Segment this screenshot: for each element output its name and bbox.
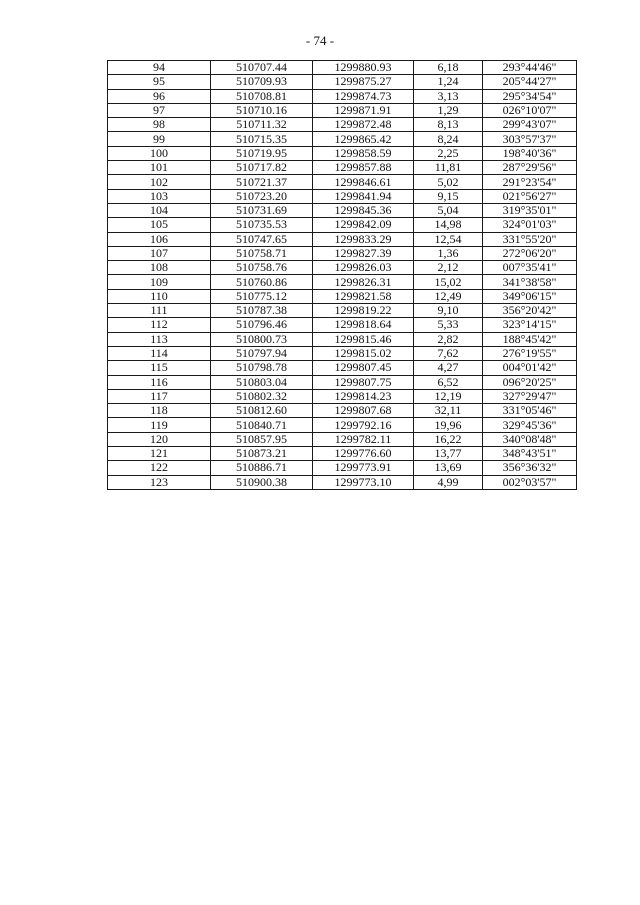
direction-angle-cell: 356°20'42" xyxy=(483,304,577,318)
distance-cell: 15,02 xyxy=(414,275,483,289)
point-number-cell: 118 xyxy=(108,404,211,418)
table-row xyxy=(108,218,577,232)
point-number-cell: 101 xyxy=(108,161,211,175)
distance-cell: 4,99 xyxy=(414,475,483,489)
y-coordinate-cell: 1299792.16 xyxy=(313,418,414,432)
distance-cell: 1,24 xyxy=(414,75,483,89)
x-coordinate-cell: 510797.94 xyxy=(211,346,313,360)
direction-angle-cell: 299°43'07" xyxy=(483,118,577,132)
direction-angle-cell: 205°44'27" xyxy=(483,75,577,89)
table-row xyxy=(108,89,577,103)
distance-cell: 5,04 xyxy=(414,203,483,217)
coordinates-table-body xyxy=(108,61,577,490)
distance-cell: 6,52 xyxy=(414,375,483,389)
point-number-cell: 112 xyxy=(108,318,211,332)
direction-angle-cell: 319°35'01" xyxy=(483,203,577,217)
y-coordinate-cell: 1299841.94 xyxy=(313,189,414,203)
table-row xyxy=(108,146,577,160)
y-coordinate-cell: 1299815.46 xyxy=(313,332,414,346)
distance-cell: 11,81 xyxy=(414,161,483,175)
direction-angle-cell: 295°34'54" xyxy=(483,89,577,103)
x-coordinate-cell: 510787.38 xyxy=(211,304,313,318)
table-row xyxy=(108,461,577,475)
table-row xyxy=(108,418,577,432)
point-number-cell: 94 xyxy=(108,61,211,75)
direction-angle-cell: 340°08'48" xyxy=(483,432,577,446)
x-coordinate-cell: 510710.16 xyxy=(211,103,313,117)
point-number-cell: 96 xyxy=(108,89,211,103)
direction-angle-cell: 349°06'15" xyxy=(483,289,577,303)
point-number-cell: 114 xyxy=(108,346,211,360)
direction-angle-cell: 096°20'25" xyxy=(483,375,577,389)
distance-cell: 5,02 xyxy=(414,175,483,189)
point-number-cell: 100 xyxy=(108,146,211,160)
table-row xyxy=(108,232,577,246)
y-coordinate-cell: 1299880.93 xyxy=(313,61,414,75)
distance-cell: 4,27 xyxy=(414,361,483,375)
point-number-cell: 107 xyxy=(108,246,211,260)
point-number-cell: 104 xyxy=(108,203,211,217)
y-coordinate-cell: 1299773.10 xyxy=(313,475,414,489)
table-row xyxy=(108,447,577,461)
direction-angle-cell: 324°01'03" xyxy=(483,218,577,232)
table-row xyxy=(108,103,577,117)
y-coordinate-cell: 1299826.03 xyxy=(313,261,414,275)
y-coordinate-cell: 1299842.09 xyxy=(313,218,414,232)
point-number-cell: 123 xyxy=(108,475,211,489)
x-coordinate-cell: 510735.53 xyxy=(211,218,313,232)
point-number-cell: 102 xyxy=(108,175,211,189)
table-row xyxy=(108,189,577,203)
point-number-cell: 111 xyxy=(108,304,211,318)
y-coordinate-cell: 1299845.36 xyxy=(313,203,414,217)
y-coordinate-cell: 1299818.64 xyxy=(313,318,414,332)
point-number-cell: 121 xyxy=(108,447,211,461)
table-row xyxy=(108,361,577,375)
y-coordinate-cell: 1299875.27 xyxy=(313,75,414,89)
direction-angle-cell: 329°45'36" xyxy=(483,418,577,432)
direction-angle-cell: 303°57'37" xyxy=(483,132,577,146)
x-coordinate-cell: 510708.81 xyxy=(211,89,313,103)
table-row xyxy=(108,175,577,189)
direction-angle-cell: 007°35'41" xyxy=(483,261,577,275)
x-coordinate-cell: 510800.73 xyxy=(211,332,313,346)
table-row xyxy=(108,318,577,332)
table-row xyxy=(108,375,577,389)
y-coordinate-cell: 1299874.73 xyxy=(313,89,414,103)
x-coordinate-cell: 510900.38 xyxy=(211,475,313,489)
table-row xyxy=(108,346,577,360)
point-number-cell: 99 xyxy=(108,132,211,146)
x-coordinate-cell: 510719.95 xyxy=(211,146,313,160)
x-coordinate-cell: 510758.71 xyxy=(211,246,313,260)
direction-angle-cell: 004°01'42" xyxy=(483,361,577,375)
table-row xyxy=(108,432,577,446)
y-coordinate-cell: 1299821.58 xyxy=(313,289,414,303)
point-number-cell: 122 xyxy=(108,461,211,475)
table-row xyxy=(108,289,577,303)
distance-cell: 3,13 xyxy=(414,89,483,103)
direction-angle-cell: 287°29'56" xyxy=(483,161,577,175)
direction-angle-cell: 188°45'42" xyxy=(483,332,577,346)
table-row xyxy=(108,132,577,146)
distance-cell: 19,96 xyxy=(414,418,483,432)
table-row xyxy=(108,261,577,275)
x-coordinate-cell: 510709.93 xyxy=(211,75,313,89)
table-row xyxy=(108,161,577,175)
direction-angle-cell: 331°55'20" xyxy=(483,232,577,246)
distance-cell: 12,49 xyxy=(414,289,483,303)
table-row xyxy=(108,118,577,132)
x-coordinate-cell: 510721.37 xyxy=(211,175,313,189)
distance-cell: 2,82 xyxy=(414,332,483,346)
x-coordinate-cell: 510775.12 xyxy=(211,289,313,303)
point-number-cell: 115 xyxy=(108,361,211,375)
y-coordinate-cell: 1299814.23 xyxy=(313,389,414,403)
x-coordinate-cell: 510711.32 xyxy=(211,118,313,132)
x-coordinate-cell: 510758.76 xyxy=(211,261,313,275)
x-coordinate-cell: 510803.04 xyxy=(211,375,313,389)
direction-angle-cell: 323°14'15" xyxy=(483,318,577,332)
y-coordinate-cell: 1299776.60 xyxy=(313,447,414,461)
x-coordinate-cell: 510717.82 xyxy=(211,161,313,175)
direction-angle-cell: 002°03'57" xyxy=(483,475,577,489)
point-number-cell: 106 xyxy=(108,232,211,246)
distance-cell: 32,11 xyxy=(414,404,483,418)
direction-angle-cell: 293°44'46" xyxy=(483,61,577,75)
y-coordinate-cell: 1299857.88 xyxy=(313,161,414,175)
table-row xyxy=(108,246,577,260)
x-coordinate-cell: 510886.71 xyxy=(211,461,313,475)
x-coordinate-cell: 510747.65 xyxy=(211,232,313,246)
x-coordinate-cell: 510796.46 xyxy=(211,318,313,332)
point-number-cell: 113 xyxy=(108,332,211,346)
distance-cell: 13,69 xyxy=(414,461,483,475)
coordinates-table xyxy=(107,60,577,490)
point-number-cell: 95 xyxy=(108,75,211,89)
y-coordinate-cell: 1299865.42 xyxy=(313,132,414,146)
x-coordinate-cell: 510840.71 xyxy=(211,418,313,432)
y-coordinate-cell: 1299819.22 xyxy=(313,304,414,318)
y-coordinate-cell: 1299773.91 xyxy=(313,461,414,475)
point-number-cell: 116 xyxy=(108,375,211,389)
direction-angle-cell: 348°43'51" xyxy=(483,447,577,461)
table-row xyxy=(108,404,577,418)
distance-cell: 5,33 xyxy=(414,318,483,332)
direction-angle-cell: 026°10'07" xyxy=(483,103,577,117)
x-coordinate-cell: 510857.95 xyxy=(211,432,313,446)
point-number-cell: 109 xyxy=(108,275,211,289)
x-coordinate-cell: 510707.44 xyxy=(211,61,313,75)
table-row xyxy=(108,203,577,217)
direction-angle-cell: 021°56'27" xyxy=(483,189,577,203)
table-row xyxy=(108,332,577,346)
y-coordinate-cell: 1299833.29 xyxy=(313,232,414,246)
x-coordinate-cell: 510760.86 xyxy=(211,275,313,289)
distance-cell: 9,15 xyxy=(414,189,483,203)
point-number-cell: 108 xyxy=(108,261,211,275)
page-number: - 74 - xyxy=(305,33,335,48)
direction-angle-cell: 276°19'55" xyxy=(483,346,577,360)
table-row xyxy=(108,475,577,489)
distance-cell: 8,24 xyxy=(414,132,483,146)
x-coordinate-cell: 510798.78 xyxy=(211,361,313,375)
point-number-cell: 120 xyxy=(108,432,211,446)
point-number-cell: 117 xyxy=(108,389,211,403)
direction-angle-cell: 272°06'20" xyxy=(483,246,577,260)
point-number-cell: 110 xyxy=(108,289,211,303)
point-number-cell: 119 xyxy=(108,418,211,432)
distance-cell: 13,77 xyxy=(414,447,483,461)
y-coordinate-cell: 1299827.39 xyxy=(313,246,414,260)
x-coordinate-cell: 510723.20 xyxy=(211,189,313,203)
table-row xyxy=(108,389,577,403)
y-coordinate-cell: 1299815.02 xyxy=(313,346,414,360)
x-coordinate-cell: 510873.21 xyxy=(211,447,313,461)
distance-cell: 8,13 xyxy=(414,118,483,132)
table-row xyxy=(108,304,577,318)
distance-cell: 16,22 xyxy=(414,432,483,446)
y-coordinate-cell: 1299846.61 xyxy=(313,175,414,189)
direction-angle-cell: 331°05'46" xyxy=(483,404,577,418)
x-coordinate-cell: 510731.69 xyxy=(211,203,313,217)
y-coordinate-cell: 1299858.59 xyxy=(313,146,414,160)
y-coordinate-cell: 1299872.48 xyxy=(313,118,414,132)
distance-cell: 1,36 xyxy=(414,246,483,260)
distance-cell: 7,62 xyxy=(414,346,483,360)
distance-cell: 2,12 xyxy=(414,261,483,275)
direction-angle-cell: 356°36'32" xyxy=(483,461,577,475)
x-coordinate-cell: 510812.60 xyxy=(211,404,313,418)
distance-cell: 14,98 xyxy=(414,218,483,232)
x-coordinate-cell: 510802.32 xyxy=(211,389,313,403)
distance-cell: 12,54 xyxy=(414,232,483,246)
distance-cell: 2,25 xyxy=(414,146,483,160)
y-coordinate-cell: 1299782.11 xyxy=(313,432,414,446)
point-number-cell: 103 xyxy=(108,189,211,203)
y-coordinate-cell: 1299807.45 xyxy=(313,361,414,375)
distance-cell: 6,18 xyxy=(414,61,483,75)
distance-cell: 9,10 xyxy=(414,304,483,318)
point-number-cell: 97 xyxy=(108,103,211,117)
distance-cell: 12,19 xyxy=(414,389,483,403)
table-row xyxy=(108,75,577,89)
distance-cell: 1,29 xyxy=(414,103,483,117)
x-coordinate-cell: 510715.35 xyxy=(211,132,313,146)
direction-angle-cell: 291°23'54" xyxy=(483,175,577,189)
table-row xyxy=(108,275,577,289)
direction-angle-cell: 198°40'36" xyxy=(483,146,577,160)
y-coordinate-cell: 1299826.31 xyxy=(313,275,414,289)
direction-angle-cell: 341°38'58" xyxy=(483,275,577,289)
y-coordinate-cell: 1299807.68 xyxy=(313,404,414,418)
point-number-cell: 105 xyxy=(108,218,211,232)
y-coordinate-cell: 1299807.75 xyxy=(313,375,414,389)
point-number-cell: 98 xyxy=(108,118,211,132)
direction-angle-cell: 327°29'47" xyxy=(483,389,577,403)
table-row xyxy=(108,61,577,75)
y-coordinate-cell: 1299871.91 xyxy=(313,103,414,117)
